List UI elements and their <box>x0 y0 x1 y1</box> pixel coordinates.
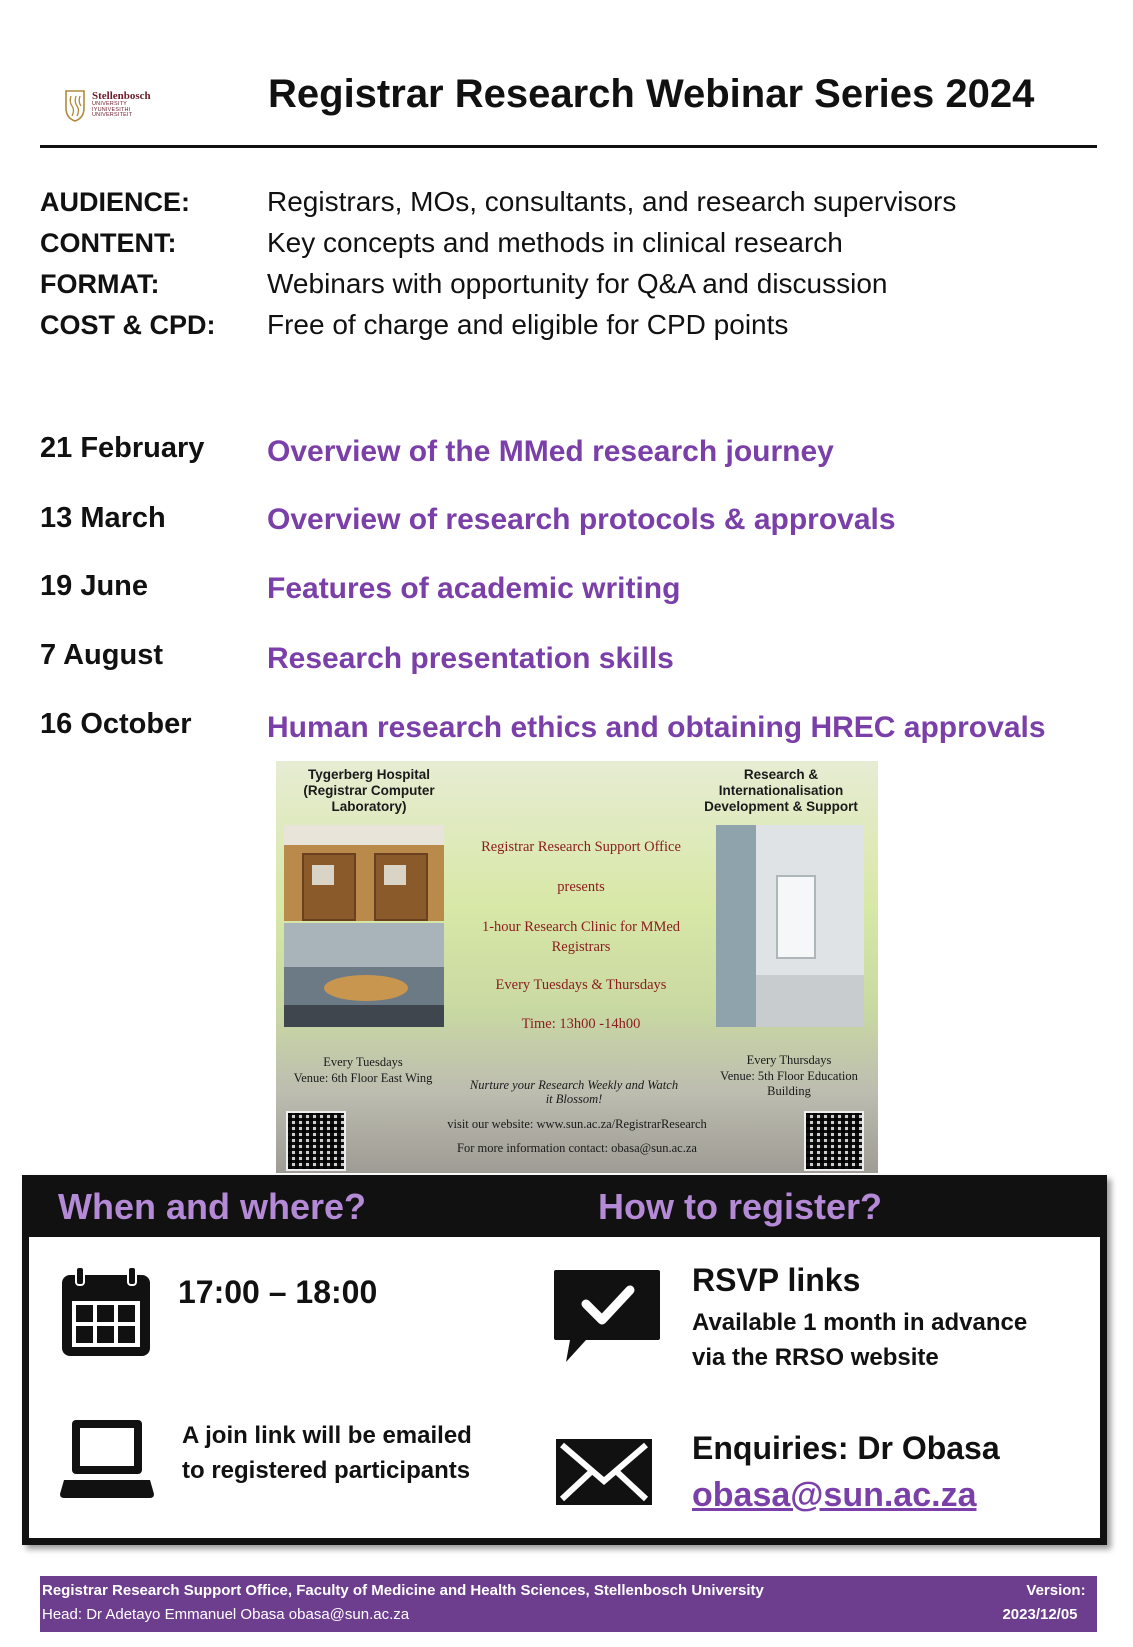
flyer-clinic-line: 1-hour Research Clinic for MMed <box>481 919 681 935</box>
flyer-office: Registrar Research Support Office <box>481 839 681 855</box>
calendar-icon <box>60 1265 152 1358</box>
logo-sub-1: UNIVERSITY <box>92 101 128 108</box>
flyer-clinic <box>446 918 716 957</box>
page-title: Registrar Research Webinar Series 2024 <box>268 72 1035 116</box>
flyer-left-heading-line: (Registrar Computer <box>303 783 435 799</box>
content-label: CONTENT: <box>40 228 177 258</box>
flyer-left-heading-line: Tygerberg Hospital <box>307 767 431 782</box>
chat-check-icon <box>552 1268 662 1364</box>
research-clinic-flyer <box>276 761 878 1173</box>
schedule-topic: Human research ethics and obtaining HREC approvals <box>267 711 1046 744</box>
flyer-left-venue <box>278 1055 448 1086</box>
flyer-right-heading-line: Research & <box>743 767 819 782</box>
footer-line-2: Head: Dr Adetayo Emmanuel Obasa obasa@sun.ac.za <box>42 1606 410 1623</box>
flyer-days: Every Tuesdays & Thursdays <box>495 977 667 993</box>
enquiries-label: Enquiries: Dr Obasa <box>692 1430 1000 1466</box>
flyer-time: Time: 13h00 -14h00 <box>521 1016 641 1032</box>
how-register-heading: How to register? <box>598 1186 883 1227</box>
lab-door-photo <box>284 825 444 921</box>
version-value: 2023/12/05 <box>1002 1606 1078 1623</box>
title-divider <box>40 145 1097 148</box>
flyer-right-heading-line: Development & Support <box>704 799 858 815</box>
flyer-left-heading-line: Laboratory) <box>331 799 407 815</box>
footer-bar <box>40 1576 1097 1632</box>
when-where-heading: When and where? <box>58 1186 367 1227</box>
join-link-line: to registered participants <box>182 1456 471 1484</box>
flyer-right-heading <box>696 767 866 816</box>
qr-code-right <box>804 1111 864 1171</box>
flyer-presents: presents <box>557 879 605 895</box>
flyer-tagline-line: Nurture your Research Weekly and Watch <box>469 1078 679 1092</box>
flyer-left-venue-line: Venue: 6th Floor East Wing <box>293 1070 433 1085</box>
cost-label: COST & CPD: <box>40 310 216 340</box>
flyer-left-venue-line: Every Tuesdays <box>323 1055 403 1069</box>
rsvp-title: RSVP links <box>692 1262 861 1298</box>
envelope-icon <box>554 1437 654 1507</box>
qr-code-left <box>286 1111 346 1171</box>
flyer-right-venue-line: Venue: 5th Floor Education <box>720 1068 858 1083</box>
schedule-date: 13 March <box>40 502 166 534</box>
flyer-tagline-line: it Blossom! <box>545 1091 603 1106</box>
audience-label: AUDIENCE: <box>40 187 191 217</box>
enquiries-email-link[interactable]: obasa@sun.ac.za <box>692 1476 977 1514</box>
flyer-left-heading <box>294 767 444 816</box>
flyer-tagline <box>446 1079 702 1107</box>
schedule-topic: Overview of the MMed research journey <box>267 435 834 468</box>
logo-sub-3: UNIVERSITEIT <box>92 112 133 119</box>
corridor-photo <box>716 825 864 1027</box>
format-label: FORMAT: <box>40 269 160 299</box>
flyer-clinic-line: Registrars <box>551 938 611 955</box>
join-link-line: A join link will be emailed <box>182 1422 472 1449</box>
logo-name: Stellenbosch <box>92 90 151 103</box>
laptop-icon <box>60 1418 154 1500</box>
flyer-right-heading-line: Internationalisation <box>718 783 844 799</box>
footer-line-1: Registrar Research Support Office, Faculty of Medicine and Health Sciences, Stellenbosch University <box>42 1582 764 1599</box>
flyer-right-venue <box>704 1053 874 1100</box>
rsvp-text-line: Available 1 month in advance <box>692 1309 1028 1336</box>
schedule-topic: Research presentation skills <box>267 642 674 675</box>
logo-sub-2: IYUNIVESITHI <box>92 106 131 113</box>
cost-value: Free of charge and eligible for CPD points <box>267 309 789 340</box>
schedule-date: 21 February <box>40 432 205 464</box>
rsvp-text <box>692 1306 1027 1376</box>
join-link-note <box>182 1419 472 1489</box>
university-logo <box>62 84 167 126</box>
webinar-time: 17:00 – 18:00 <box>178 1274 378 1310</box>
lab-room-photo <box>284 923 444 1027</box>
schedule-date: 19 June <box>40 570 148 602</box>
flyer-contact: For more information contact: obasa@sun.ac.za <box>457 1141 697 1155</box>
flyer-right-venue-line: Building <box>767 1084 811 1099</box>
schedule-topic: Overview of research protocols & approvals <box>267 503 896 536</box>
version-label: Version: <box>1026 1582 1086 1599</box>
university-logo-icon <box>62 88 88 122</box>
flyer-website: visit our website: www.sun.ac.za/RegistrarResearch <box>447 1117 707 1131</box>
schedule-topic: Features of academic writing <box>267 572 681 605</box>
schedule-date: 16 October <box>40 708 192 740</box>
flyer-right-venue-line: Every Thursdays <box>746 1053 832 1067</box>
rsvp-text-line: via the RRSO website <box>692 1343 939 1371</box>
schedule-date: 7 August <box>40 639 163 671</box>
content-value: Key concepts and methods in clinical research <box>267 227 843 258</box>
format-value: Webinars with opportunity for Q&A and discussion <box>267 268 888 299</box>
audience-value: Registrars, MOs, consultants, and research supervisors <box>267 186 957 217</box>
